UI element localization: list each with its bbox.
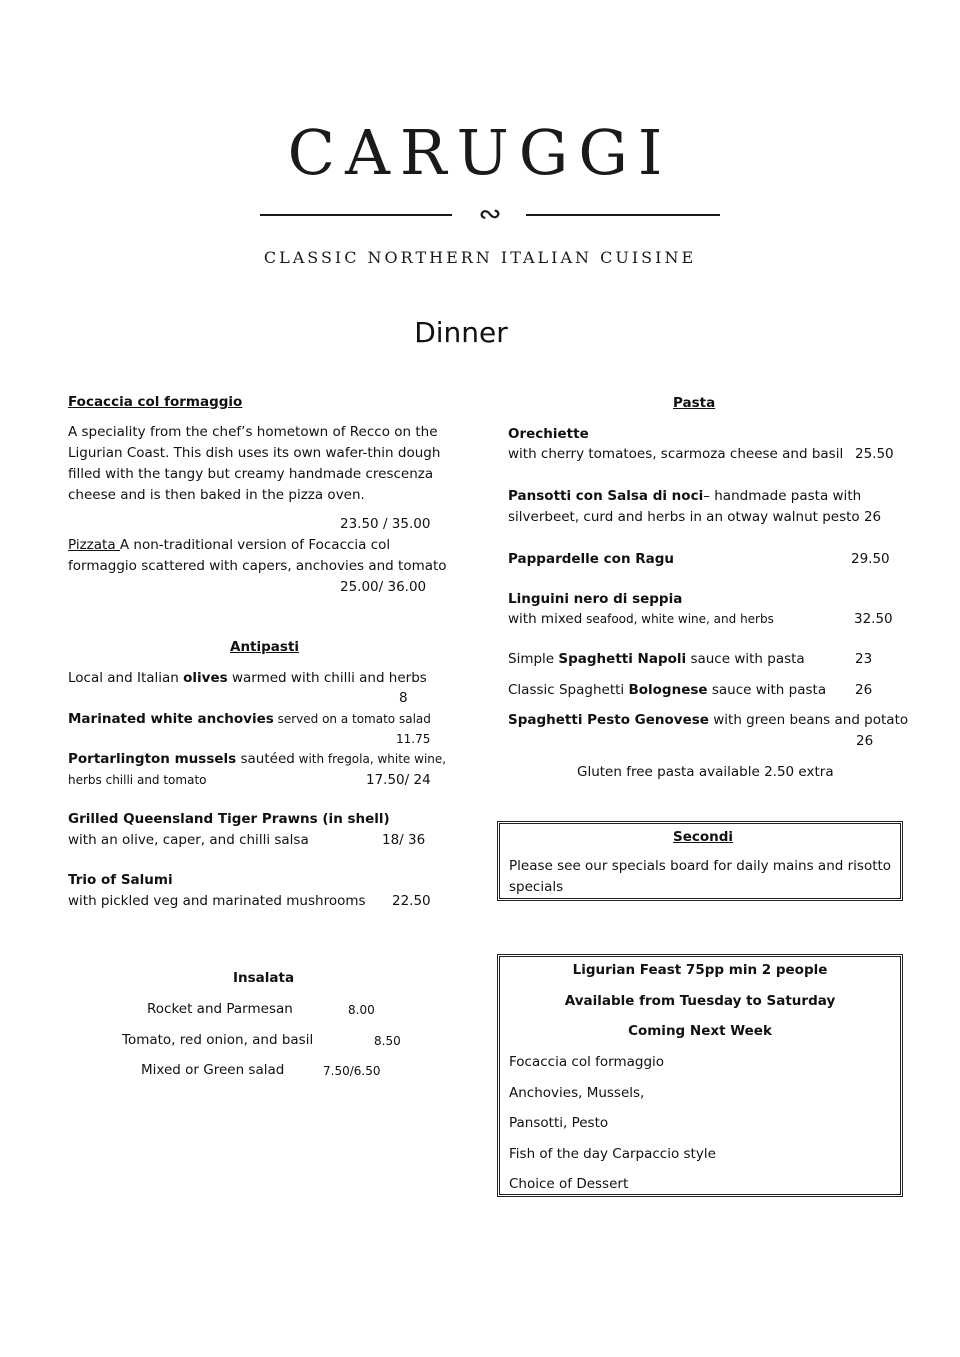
pesto-item — [508, 712, 908, 728]
focaccia-description: A speciality from the chef’s hometown of Recco on the Ligurian Coast. This dish uses its own wafer-thin dough filled with the tangy but creamy handmade crescenza cheese and is then baked in the pizza oven. — [68, 424, 441, 503]
flourish-icon: ∾ — [478, 197, 502, 230]
feast-item: Fish of the day Carpaccio style — [509, 1146, 716, 1162]
pizzata-desc-line2: formaggio scattered with capers, anchovies and tomato — [68, 558, 447, 574]
prawns-price: 18/ 36 — [382, 832, 426, 848]
linguini-price: 32.50 — [854, 611, 893, 627]
pizzata-line1 — [68, 537, 390, 553]
feast-availability: Available from Tuesday to Saturday — [564, 993, 836, 1009]
focaccia-price: 23.50 / 35.00 — [340, 516, 431, 532]
pesto-name: Spaghetti Pesto Genovese — [508, 712, 709, 728]
insalata-item-2-name: Tomato, red onion, and basil — [122, 1032, 314, 1048]
restaurant-logo: CARUGGI — [287, 116, 673, 189]
linguini-desc-pre: with mixed — [508, 611, 583, 627]
napoli-name: Spaghetti Napoli — [558, 651, 687, 667]
pizzata-price: 25.00/ 36.00 — [340, 579, 427, 595]
antipasti-mussels — [68, 751, 446, 767]
anchovies-name: Marinated white anchovies — [68, 711, 274, 727]
prawns-name: Grilled Queensland Tiger Prawns (in shell) — [68, 811, 390, 827]
napoli-desc: sauce with pasta — [686, 651, 805, 667]
page-title: Dinner — [414, 316, 508, 349]
antipasti-anchovies — [68, 711, 431, 727]
pasta-title: Pasta — [673, 395, 716, 411]
napoli-price: 23 — [855, 651, 873, 667]
feast-item: Anchovies, Mussels, — [509, 1085, 645, 1101]
antipasti-olives — [68, 670, 427, 686]
orechiette-name: Orechiette — [508, 426, 589, 442]
antipasti-title: Antipasti — [230, 639, 300, 655]
pizzata-name: Pizzata — [68, 537, 120, 553]
feast-item: Focaccia col formaggio — [509, 1054, 665, 1070]
salumi-name: Trio of Salumi — [68, 872, 173, 888]
mussels-desc-small: with fregola, white wine, — [294, 752, 447, 766]
gluten-free-note: Gluten free pasta available 2.50 extra — [577, 764, 834, 780]
pappardelle-price: 29.50 — [851, 551, 890, 567]
bolognese-item — [508, 682, 826, 698]
pesto-price: 26 — [856, 733, 874, 749]
bolognese-desc: sauce with pasta — [707, 682, 827, 698]
olives-desc: warmed with chilli and herbs — [227, 670, 427, 686]
orechiette-desc: with cherry tomatoes, scarmoza cheese and basil — [508, 446, 844, 462]
feast-item: Choice of Dessert — [509, 1176, 629, 1192]
mussels-price: 17.50/ 24 — [366, 772, 431, 788]
pansotti-name: Pansotti con Salsa di noci — [508, 488, 704, 504]
focaccia-title: Focaccia col formaggio — [68, 394, 243, 410]
insalata-title: Insalata — [233, 970, 295, 986]
feast-box — [497, 954, 903, 1197]
bolognese-pre: Classic Spaghetti — [508, 682, 629, 698]
feast-item: Pansotti, Pesto — [509, 1115, 609, 1131]
prawns-desc: with an olive, caper, and chilli salsa — [68, 832, 309, 848]
olives-pre: Local and Italian — [68, 670, 184, 686]
secondi-text: Please see our specials board for daily mains and risotto specials — [509, 858, 892, 895]
napoli-item — [508, 651, 805, 667]
mussels-desc: sautéed — [236, 751, 295, 767]
mussels-name: Portarlington mussels — [68, 751, 237, 767]
olives-price: 8 — [399, 690, 408, 706]
pansotti-desc: – handmade pasta with — [703, 488, 862, 504]
anchovies-desc: served on a tomato salad — [273, 712, 431, 726]
insalata-item-2-price: 8.50 — [374, 1034, 401, 1048]
insalata-item-3-price: 7.50/6.50 — [323, 1064, 381, 1078]
feast-title: Ligurian Feast 75pp min 2 people — [572, 962, 828, 978]
salumi-desc: with pickled veg and marinated mushrooms — [68, 893, 366, 909]
bolognese-price: 26 — [855, 682, 873, 698]
pizzata-desc: A non-traditional version of Focaccia col — [119, 537, 391, 553]
tagline: CLASSIC NORTHERN ITALIAN CUISINE — [263, 248, 697, 267]
pesto-desc: with green beans and potato — [708, 712, 909, 728]
secondi-box — [497, 821, 903, 901]
pansotti-desc-line2: silverbeet, curd and herbs in an otway walnut pesto 26 — [508, 509, 882, 525]
insalata-item-1-price: 8.00 — [348, 1003, 375, 1017]
olives-name: olives — [183, 670, 228, 686]
pansotti-line1 — [508, 488, 861, 504]
linguini-name: Linguini nero di seppia — [508, 591, 683, 607]
anchovies-price: 11.75 — [396, 732, 431, 746]
feast-coming: Coming Next Week — [628, 1023, 772, 1039]
secondi-title: Secondi — [673, 829, 734, 845]
bolognese-name: Bolognese — [628, 682, 708, 698]
insalata-item-3-name: Mixed or Green salad — [141, 1062, 285, 1078]
mussels-desc-line2: herbs chilli and tomato — [68, 773, 207, 787]
logo-divider-left — [260, 214, 452, 216]
logo-divider-right — [526, 214, 720, 216]
linguini-desc — [508, 611, 774, 627]
salumi-price: 22.50 — [392, 893, 431, 909]
insalata-item-1-name: Rocket and Parmesan — [147, 1001, 293, 1017]
linguini-desc-small: seafood, white wine, and herbs — [582, 612, 774, 626]
pappardelle-name: Pappardelle con Ragu — [508, 551, 675, 567]
orechiette-price: 25.50 — [855, 446, 894, 462]
napoli-pre: Simple — [508, 651, 559, 667]
